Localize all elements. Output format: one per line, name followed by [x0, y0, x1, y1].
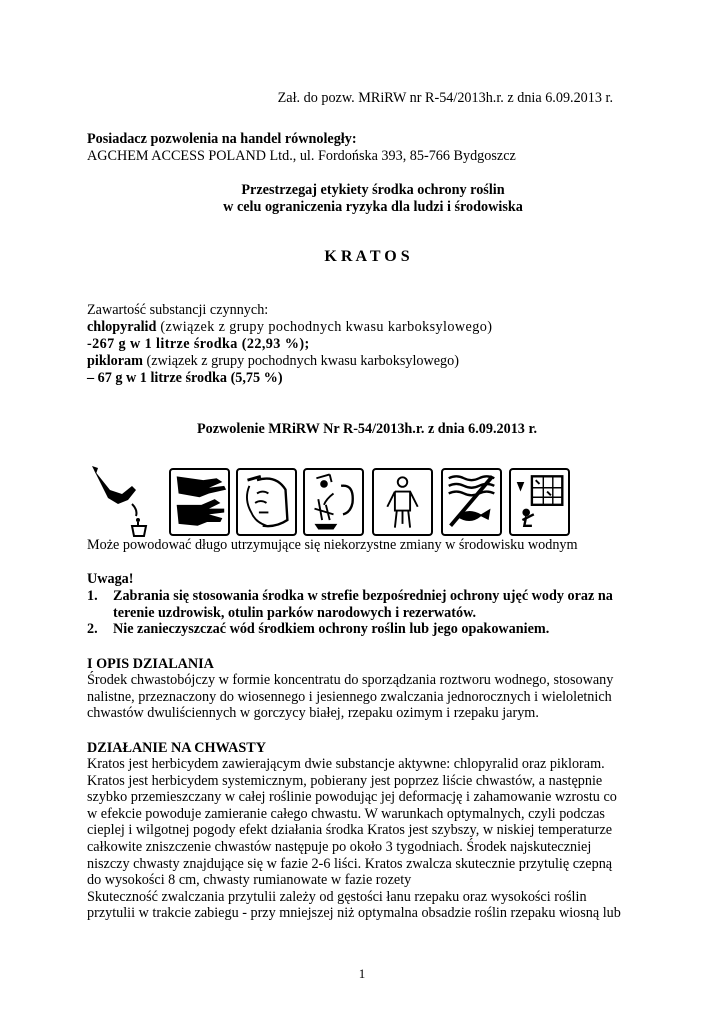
protective-suit-pictogram-icon [372, 468, 433, 536]
caution-item-text-cont: terenie uzdrowisk, otulin parków narodowych i rezerwatów. [113, 604, 477, 621]
ai2-desc: (związek z grupy pochodnych kwasu karboksylowego) [142, 353, 459, 369]
warning-title-line1: Przestrzegaj etykiety środka ochrony roślin [241, 182, 505, 198]
holder-label: Posiadacz pozwolenia na handel równoległy: [87, 131, 357, 147]
permit-reference: Zał. do pozw. MRiRW nr R-54/2013h.r. z dnia 6.09.2013 r. [277, 90, 613, 106]
hand-washing-pictogram-icon [88, 464, 154, 538]
caution-item [87, 588, 641, 621]
body-line: Kratos jest herbicydem systemicznym, pobierany jest poprzez liście chwastów, a następnie [87, 772, 603, 789]
ai1-desc: (związek z grupy pochodnych kwasu karboksylowego) [156, 319, 493, 335]
body-line: cieplej i wilgotnej pogody efekt działania środka Kratos jest szybszy, w niskiej temperaturze [87, 822, 613, 839]
permit-number: Pozwolenie MRiRW Nr R-54/2013h.r. z dnia 6.09.2013 r. [197, 421, 537, 437]
ai2-name: pikloram [87, 353, 143, 369]
body-line: całkowite zniszczenie chwastów następuje po około 3 tygodniach. Środek najskuteczniej [87, 838, 592, 855]
body-line: przytulii w trakcie zabiegu - przy mniejszej niż optymalna obsadzie roślin rzepaku wiosną lub [87, 905, 621, 922]
caution-item-number: 2. [87, 621, 98, 638]
product-name: K R A T O S [324, 248, 410, 265]
caution-item [87, 621, 641, 638]
section-opis-heading: I OPIS DZIALANIA [87, 656, 214, 672]
body-line: nalistne, przeznaczony do wiosennego i jesiennego zwalczania jednorocznych i wieloletnich [87, 688, 612, 705]
caution-item-text: Zabrania się stosowania środka w strefie bezpośredniej ochrony ujęć wody oraz na [113, 588, 613, 604]
body-line: niszczy chwasty znajdujące się w fazie 2-6 liści. Kratos zwalcza skutecznie przytulię czepną [87, 855, 613, 872]
caution-item-text: Nie zanieczyszczać wód środkiem ochrony roślin lub jego opakowaniem. [113, 621, 550, 638]
caution-item-number: 1. [87, 588, 98, 604]
body-line: Skuteczność zwalczania przytulii zależy od gęstości łanu rzepaku oraz wysokości roślin [87, 888, 587, 905]
section-dzialanie-heading: DZIAŁANIE NA CHWASTY [87, 740, 266, 756]
composition-intro: Zawartość substancji czynnych: [87, 302, 269, 318]
first-aid-pictogram-icon [303, 468, 364, 536]
active-ingredient-2 [87, 353, 641, 370]
body-line: Środek chwastobójczy w formie koncentratu do sporządzania roztworu wodnego, stosowany [87, 672, 614, 688]
body-line: szybko przemieszczany w całej roślinie powodując jej deformację i zahamowanie wzrostu co [87, 789, 617, 806]
section-dzialanie-body [87, 756, 641, 922]
body-line: Kratos jest herbicydem zawierającym dwie substancje aktywne: chlopyralid oraz pikloram. [87, 756, 605, 772]
holder-address: AGCHEM ACCESS POLAND Ltd., ul. Fordońska 393, 85-766 Bydgoszcz [87, 148, 516, 164]
page-number: 1 [358, 966, 366, 981]
ai2-amount: – 67 g w 1 litrze środka (5,75 %) [87, 370, 283, 386]
body-line: do wysokości 8 cm, chwasty rumianowate w fazie rozety [87, 872, 412, 889]
ai1-amount: -267 g w 1 litrze środka (22,93 %); [87, 336, 310, 352]
environmental-hazard-statement: Może powodować długo utrzymujące się niekorzystne zmiany w środowisku wodnym [87, 537, 578, 553]
body-line: chwastów dwuliściennych w gorczycy białej, rzepaku ozimym i rzepaku jarym. [87, 705, 539, 722]
warning-title-line2: w celu ograniczenia ryzyka dla ludzi i środowiska [223, 199, 523, 215]
body-line: w efekcie powoduje zamieranie całego chwastu. W warunkach optymalnych, czyli podczas [87, 805, 605, 822]
gloves-pictogram-icon [169, 468, 230, 536]
caution-list [87, 588, 641, 638]
keep-from-children-pictogram-icon [509, 468, 570, 536]
no-fish-water-pictogram-icon [441, 468, 502, 536]
face-shield-pictogram-icon [236, 468, 297, 536]
section-opis-body [87, 672, 641, 722]
caution-heading: Uwaga! [87, 571, 134, 587]
ai1-name: chlopyralid [87, 319, 157, 335]
active-ingredient-1 [87, 319, 641, 336]
